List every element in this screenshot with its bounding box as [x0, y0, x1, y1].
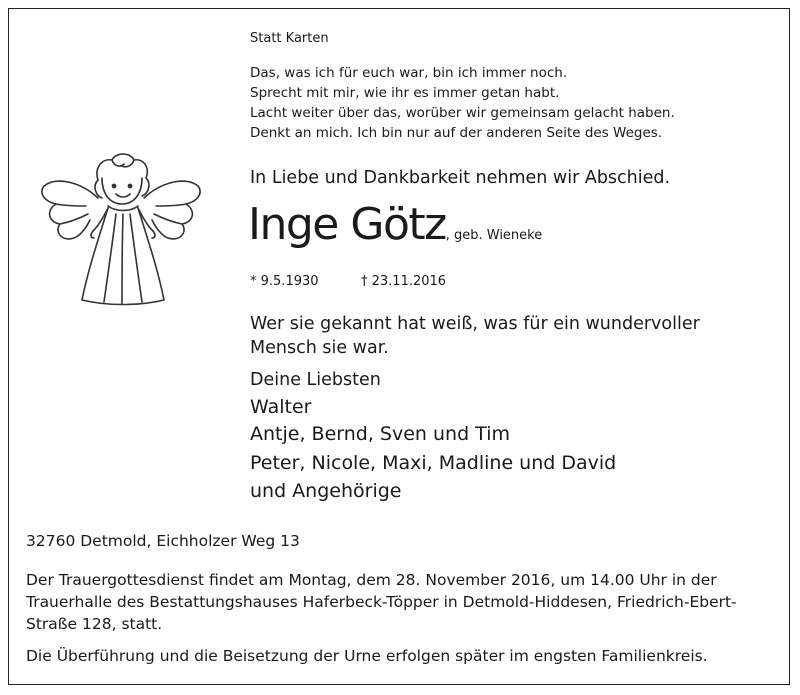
mourner-line: Walter [250, 396, 312, 418]
tribute-line: Wer sie gekannt hat weiß, was für ein wundervoller [250, 314, 700, 334]
poem-line: Denkt an mich. Ich bin nur auf der anderen Seite des Weges. [250, 125, 663, 141]
angel-icon [36, 150, 206, 310]
poem-line: Sprecht mit mir, wie ihr es immer getan habt. [250, 85, 560, 101]
deceased-name-row [248, 201, 542, 249]
maiden-name: , geb. Wieneke [445, 228, 543, 243]
mourner-line: und Angehörige [250, 480, 402, 502]
burial-info: Die Überführung und die Beisetzung der Urne erfolgen später im engsten Familienkreis. [26, 647, 708, 665]
death-date: † 23.11.2016 [361, 274, 447, 289]
statt-karten: Statt Karten [250, 31, 329, 46]
farewell-line: In Liebe und Dankbarkeit nehmen wir Abschied. [250, 168, 671, 188]
mourner-line: Antje, Bernd, Sven und Tim [250, 423, 510, 445]
service-line: Trauerhalle des Bestattungshauses Haferbeck-Töpper in Detmold-Hiddesen, Friedrich-Ebert- [26, 593, 737, 611]
address: 32760 Detmold, Eichholzer Weg 13 [26, 532, 300, 550]
mourners-intro: Deine Liebsten [250, 370, 381, 390]
service-line: Der Trauergottesdienst findet am Montag, dem 28. November 2016, um 14.00 Uhr in der [26, 571, 717, 589]
deceased-name: Inge Götz [248, 199, 446, 250]
poem-line: Das, was ich für euch war, bin ich immer noch. [250, 65, 568, 81]
mourner-line: Peter, Nicole, Maxi, Madline und David [250, 452, 617, 474]
tribute-line: Mensch sie war. [250, 338, 389, 358]
poem-line: Lacht weiter über das, worüber wir gemeinsam gelacht haben. [250, 105, 675, 121]
service-line: Straße 128, statt. [26, 615, 163, 633]
birth-date: * 9.5.1930 [250, 274, 319, 289]
